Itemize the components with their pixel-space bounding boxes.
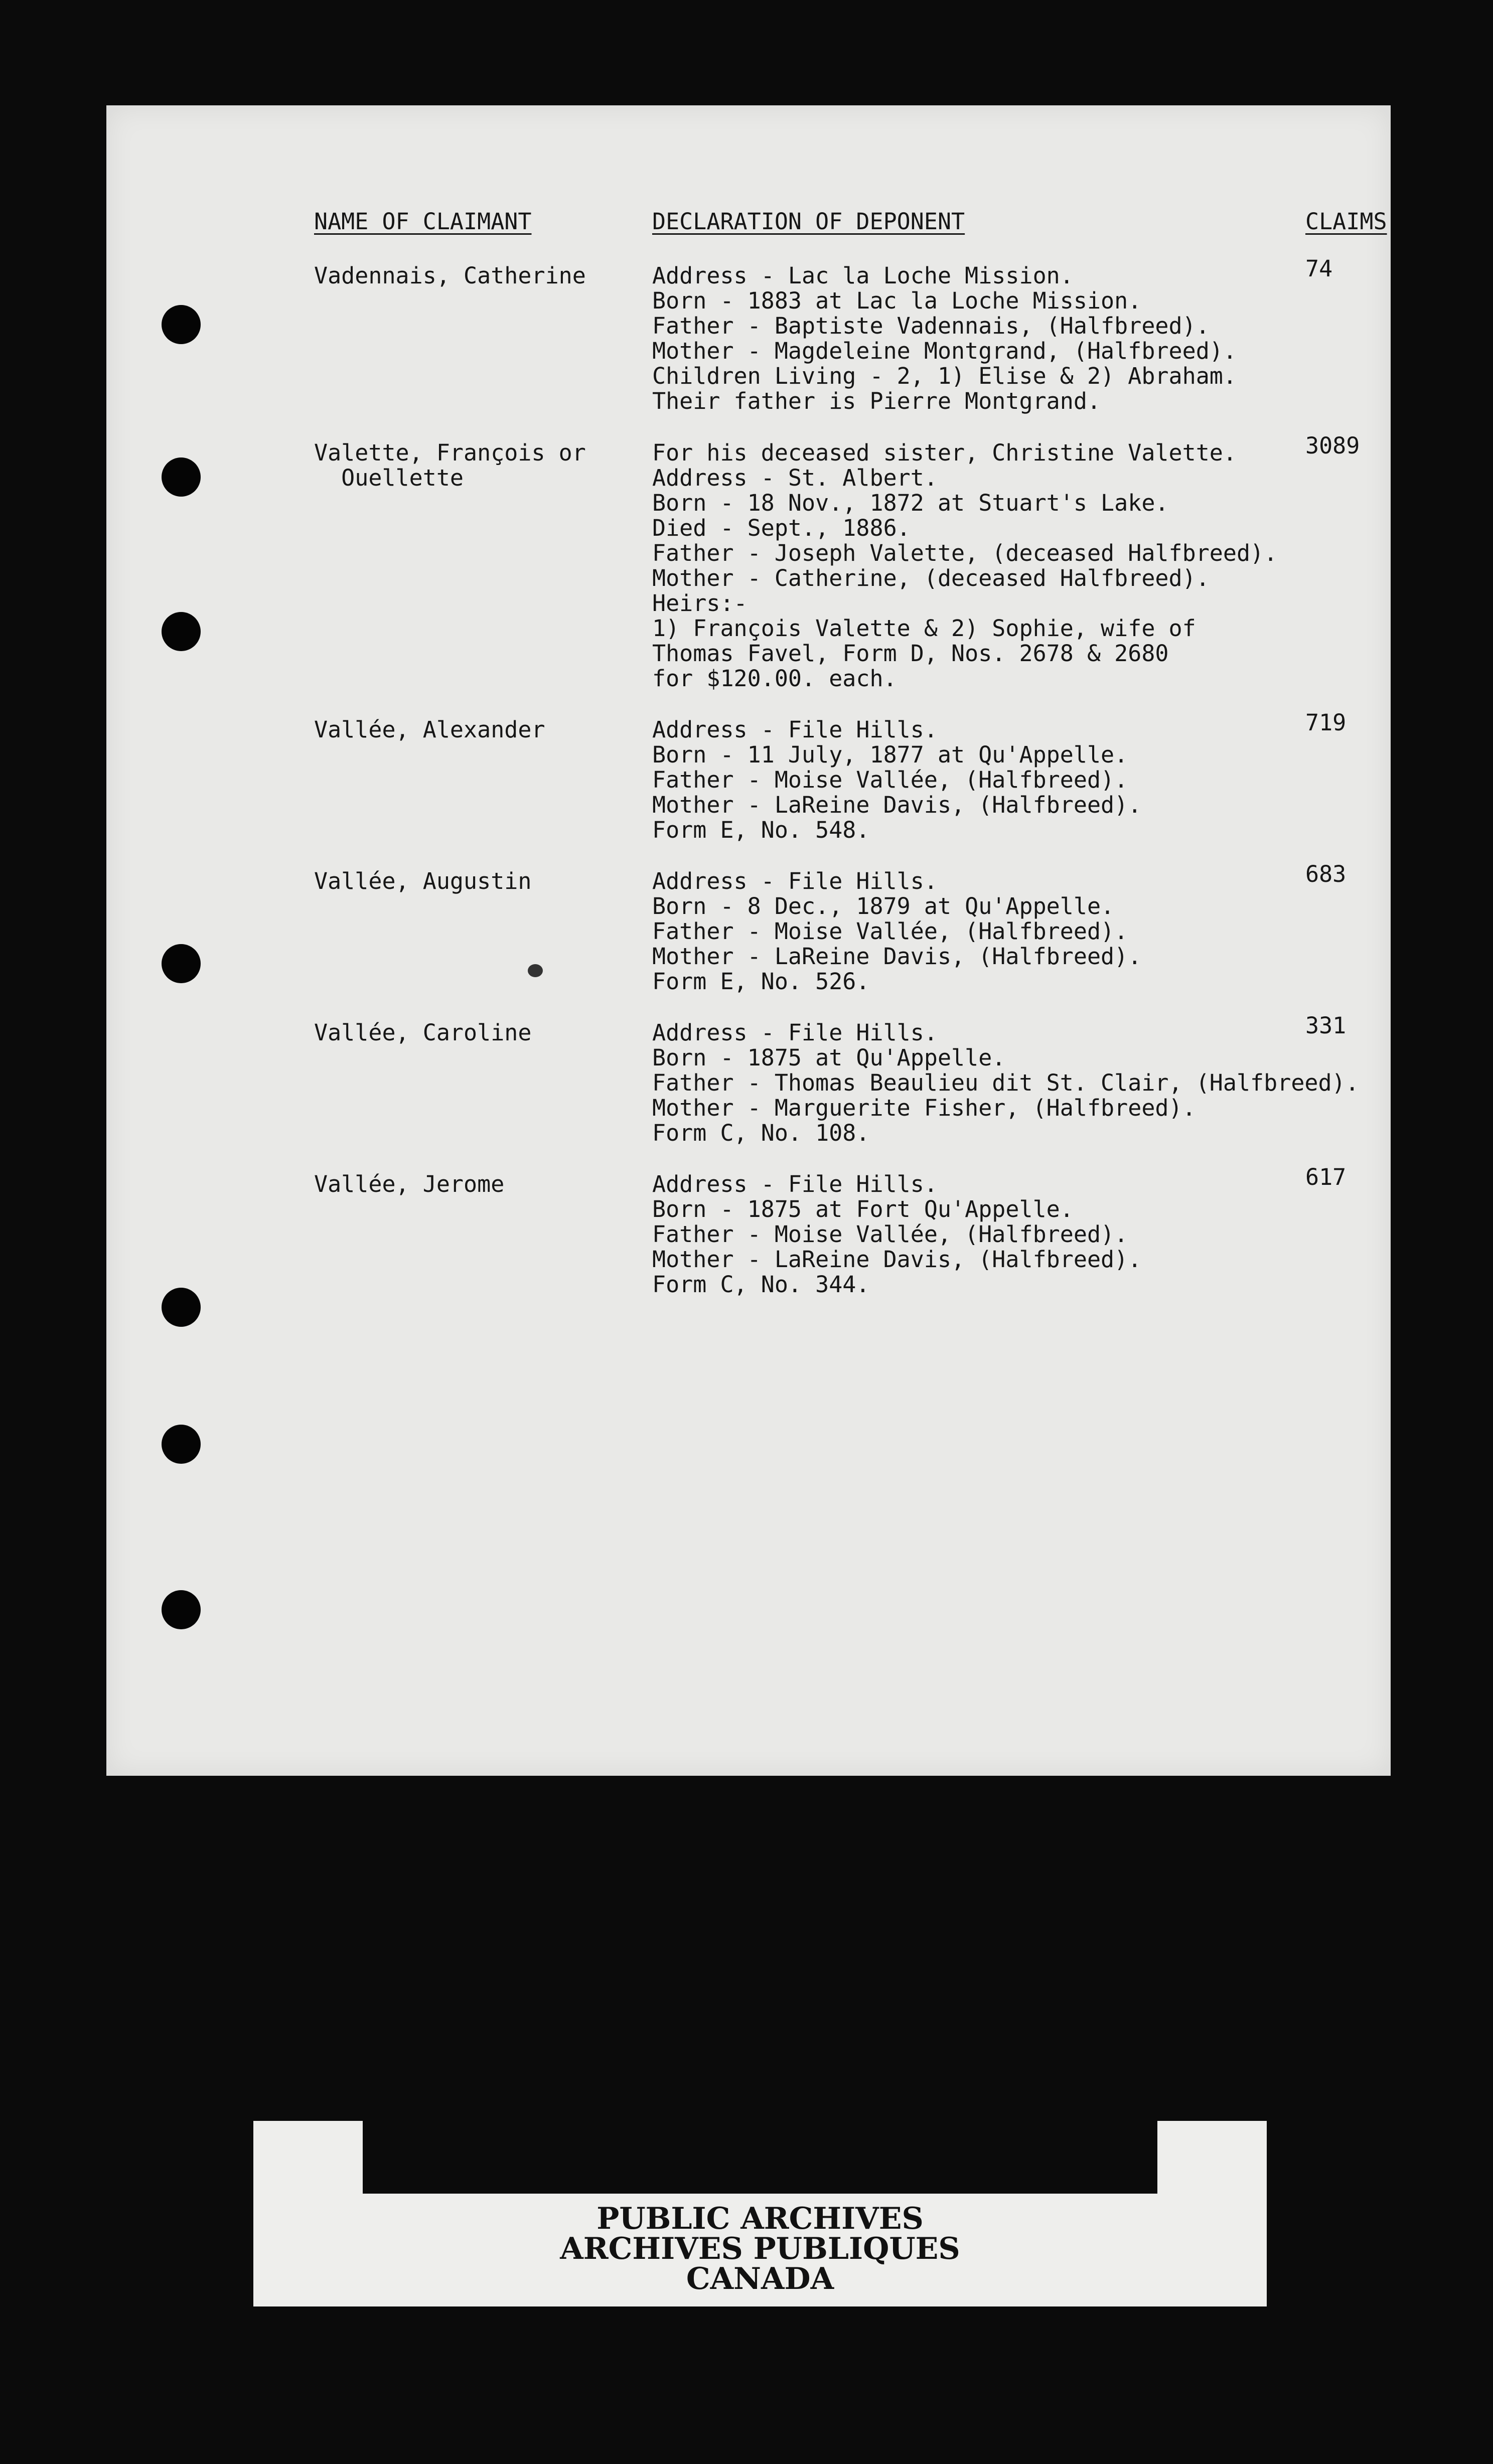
declaration-line: Address - File Hills.	[652, 1171, 938, 1197]
declaration	[652, 263, 1237, 414]
declaration-line: Form E, No. 548.	[652, 817, 870, 843]
declaration-line: Mother - LaReine Davis, (Halfbreed).	[652, 1246, 1142, 1273]
stamp-line: CANADA	[686, 2261, 834, 2296]
declaration-line: 1) François Valette & 2) Sophie, wife of	[652, 615, 1196, 642]
claim-number: 719	[1305, 709, 1347, 736]
claimant-name: Valette, François or Ouellette	[314, 439, 586, 491]
declaration-line: Form C, No. 108.	[652, 1120, 870, 1146]
claimant-name: Vallée, Jerome	[314, 1171, 505, 1197]
declaration	[652, 1020, 1359, 1146]
stamp-line: ARCHIVES PUBLIQUES	[560, 2231, 960, 2266]
declaration-line: Address - File Hills.	[652, 1019, 938, 1046]
declaration-line: Mother - Marguerite Fisher, (Halfbreed).	[652, 1095, 1196, 1121]
archives-stamp	[253, 2121, 1267, 2306]
declaration-line: Father - Moise Vallée, (Halfbreed).	[652, 1221, 1128, 1248]
ink-speck	[528, 964, 543, 977]
declaration-line: Father - Thomas Beaulieu dit St. Clair, (Halfbreed).	[652, 1069, 1359, 1096]
punch-hole	[162, 944, 201, 983]
declaration-line: Heirs:-	[652, 590, 748, 617]
stamp-text	[253, 2201, 1267, 2296]
declaration-line: Form E, No. 526.	[652, 968, 870, 995]
punch-hole	[162, 1590, 201, 1629]
header-declaration-of-deponent: DECLARATION OF DEPONENT	[652, 208, 965, 235]
punch-hole	[162, 305, 201, 344]
claimant-name: Vallée, Caroline	[314, 1019, 532, 1046]
declaration-line: For his deceased sister, Christine Valette.	[652, 439, 1237, 466]
claim-number: 683	[1305, 861, 1347, 887]
declaration	[652, 440, 1277, 691]
stamp-line: PUBLIC ARCHIVES	[596, 2201, 924, 2236]
declaration-line: Born - 8 Dec., 1879 at Qu'Appelle.	[652, 893, 1115, 919]
claim-number: 331	[1305, 1012, 1347, 1039]
declaration-line: Children Living - 2, 1) Elise & 2) Abraham.	[652, 363, 1237, 389]
declaration	[652, 717, 1141, 843]
declaration-line: Father - Joseph Valette, (deceased Halfbreed).	[652, 540, 1278, 566]
declaration-line: Thomas Favel, Form D, Nos. 2678 & 2680	[652, 640, 1169, 667]
claim-number: 3089	[1305, 432, 1360, 459]
declaration-line: Born - 18 Nov., 1872 at Stuart's Lake.	[652, 490, 1169, 516]
punch-hole	[162, 1288, 201, 1327]
declaration-line: Born - 1875 at Qu'Appelle.	[652, 1044, 1006, 1071]
document-page	[106, 105, 1391, 1776]
declaration-line: Born - 11 July, 1877 at Qu'Appelle.	[652, 741, 1128, 768]
punch-hole	[162, 612, 201, 651]
declaration-line: Address - File Hills.	[652, 868, 938, 894]
declaration-line: for $120.00. each.	[652, 665, 897, 692]
declaration-line: Mother - Catherine, (deceased Halfbreed).	[652, 565, 1210, 591]
declaration-line: Address - Lac la Loche Mission.	[652, 262, 1074, 289]
declaration-line: Address - File Hills.	[652, 716, 938, 743]
stamp-notch	[363, 2121, 1157, 2194]
declaration	[652, 869, 1141, 994]
header-name-of-claimant: NAME OF CLAIMANT	[314, 208, 532, 235]
claimant-name: Vallée, Augustin	[314, 868, 532, 894]
declaration-line: Father - Moise Vallée, (Halfbreed).	[652, 918, 1128, 945]
claimant-name: Vadennais, Catherine	[314, 262, 586, 289]
claim-number: 74	[1305, 255, 1333, 282]
declaration-line: Father - Moise Vallée, (Halfbreed).	[652, 766, 1128, 793]
declaration-line: Father - Baptiste Vadennais, (Halfbreed).	[652, 313, 1210, 339]
header-claims: CLAIMS	[1305, 208, 1387, 235]
declaration-line: Address - St. Albert.	[652, 465, 938, 491]
declaration-line: Died - Sept., 1886.	[652, 515, 911, 541]
punch-hole	[162, 457, 201, 497]
declaration-line: Their father is Pierre Montgrand.	[652, 388, 1101, 414]
declaration-line: Mother - LaReine Davis, (Halfbreed).	[652, 792, 1142, 818]
punch-hole	[162, 1425, 201, 1464]
declaration-line: Born - 1883 at Lac la Loche Mission.	[652, 287, 1142, 314]
claim-number: 617	[1305, 1164, 1347, 1190]
declaration-line: Mother - Magdeleine Montgrand, (Halfbreed).	[652, 338, 1237, 364]
declaration-line: Form C, No. 344.	[652, 1271, 870, 1298]
declaration-line: Mother - LaReine Davis, (Halfbreed).	[652, 943, 1142, 970]
declaration-line: Born - 1875 at Fort Qu'Appelle.	[652, 1196, 1074, 1222]
claimant-name: Vallée, Alexander	[314, 716, 545, 743]
declaration	[652, 1172, 1141, 1297]
